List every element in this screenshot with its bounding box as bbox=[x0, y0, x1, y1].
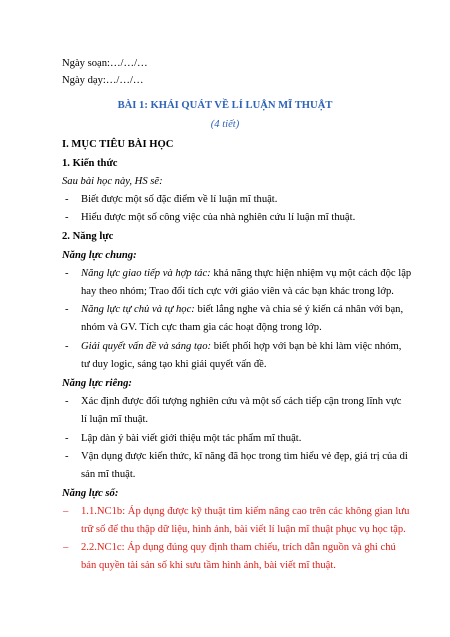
red-dash: – bbox=[63, 506, 69, 517]
bullet-dash: - bbox=[65, 304, 69, 315]
bullet-dash: - bbox=[65, 194, 69, 205]
bullet-dash: - bbox=[65, 212, 69, 223]
date-prepared: Ngày soạn:…/…/… bbox=[62, 58, 148, 69]
general-item-term: Năng lực tự chủ và tự học: bbox=[81, 304, 195, 315]
digital-item-line1: 2.2.NC1c: Áp dụng đúng quy định tham chiếu, trích dẫn nguồn và ghi chú bbox=[81, 542, 396, 553]
knowledge-item: Hiểu được một số công việc của nhà nghiên cứu lí luận mĩ thuật. bbox=[81, 212, 356, 223]
specific-item-line2: lí luận mĩ thuật. bbox=[81, 414, 149, 425]
general-item-term: Năng lực giao tiếp và hợp tác: bbox=[81, 268, 211, 279]
specific-item-line2: sản mĩ thuật. bbox=[81, 469, 136, 480]
specific-item-line1: Vận dụng được kiến thức, kĩ năng đã học trong tìm hiểu vẻ đẹp, giá trị của di bbox=[81, 451, 408, 462]
specific-item-line1: Xác định được đối tượng nghiên cứu và một số cách tiếp cận trong lĩnh vực bbox=[81, 396, 402, 407]
heading-competence: 2. Năng lực bbox=[62, 231, 114, 242]
general-item-line1 bbox=[81, 340, 401, 353]
general-item-line1 bbox=[81, 267, 411, 280]
digital-item-line2: bản quyền tài sản số khi sưu tầm hình ảnh, bài viết mĩ thuật. bbox=[81, 560, 336, 571]
specific-item-line1: Lập dàn ý bài viết giới thiệu một tác phẩm mĩ thuật. bbox=[81, 433, 302, 444]
general-item-line1 bbox=[81, 303, 403, 316]
digital-item-line2: trữ số để thu thập dữ liệu, hình ảnh, bài viết lí luận mĩ thuật phục vụ học tập. bbox=[81, 524, 406, 535]
bullet-dash: - bbox=[65, 451, 69, 462]
date-taught: Ngày dạy:…/…/… bbox=[62, 75, 144, 86]
bullet-dash: - bbox=[65, 396, 69, 407]
heading-digital-competence: Năng lực số: bbox=[62, 488, 119, 499]
knowledge-intro: Sau bài học này, HS sẽ: bbox=[62, 176, 163, 187]
heading-specific-competence: Năng lực riêng: bbox=[62, 378, 132, 389]
red-dash: – bbox=[63, 542, 69, 553]
general-item-term: Giải quyết vấn đề và sáng tạo: bbox=[81, 341, 212, 352]
general-item-line2: nhóm và GV. Tích cực tham gia các hoạt động trong lớp. bbox=[81, 322, 322, 333]
general-item-text: biết phối hợp với bạn bè khi làm việc nhóm, bbox=[211, 341, 402, 352]
section-heading-objectives: I. MỤC TIÊU BÀI HỌC bbox=[62, 139, 174, 150]
digital-item-line1: 1.1.NC1b: Áp dụng được kỹ thuật tìm kiếm nâng cao trên các không gian lưu bbox=[81, 506, 410, 517]
general-item-text: khả năng thực hiện nhiệm vụ một cách độc lập bbox=[210, 268, 412, 279]
general-item-line2: hay theo nhóm; Trao đổi tích cực với giáo viên và các bạn khác trong lớp. bbox=[81, 286, 394, 297]
general-item-text: biết lắng nghe và chia sẻ ý kiến cá nhân với bạn, bbox=[194, 304, 404, 315]
lesson-title: BÀI 1: KHÁI QUÁT VỀ LÍ LUẬN MĨ THUẬT bbox=[117, 100, 333, 111]
heading-knowledge: 1. Kiến thức bbox=[62, 158, 118, 169]
bullet-dash: - bbox=[65, 433, 69, 444]
lesson-duration: (4 tiết) bbox=[210, 119, 240, 130]
heading-general-competence: Năng lực chung: bbox=[62, 250, 137, 261]
bullet-dash: - bbox=[65, 268, 69, 279]
knowledge-item: Biết được một số đặc điểm về lí luận mĩ thuật. bbox=[81, 194, 278, 205]
bullet-dash: - bbox=[65, 341, 69, 352]
general-item-line2: tư duy logic, sáng tạo khi giải quyết vấn đề. bbox=[81, 359, 267, 370]
